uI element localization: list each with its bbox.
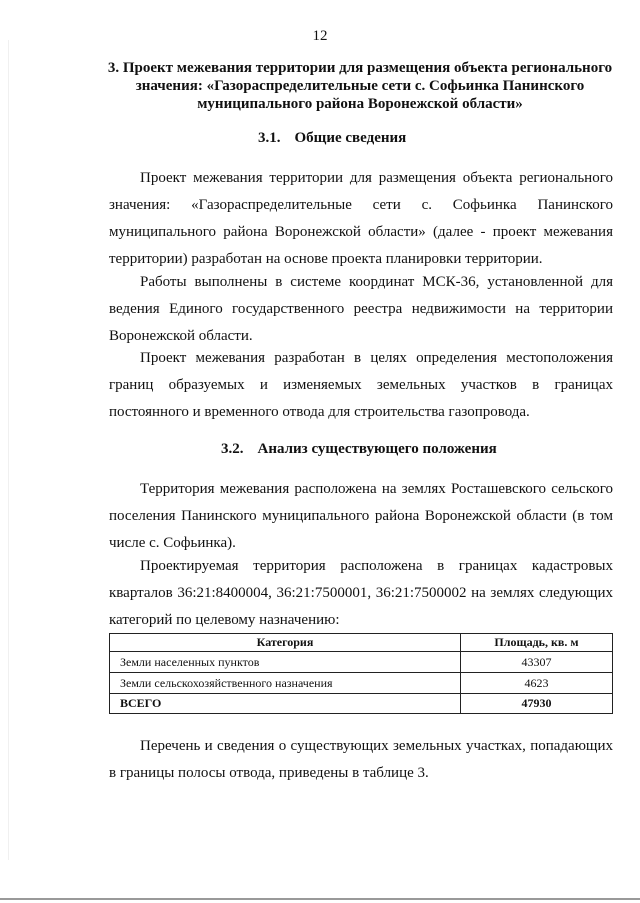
column-header-area: Площадь, кв. м bbox=[461, 634, 613, 652]
land-category-table bbox=[109, 633, 613, 714]
subsection-number: 3.2. bbox=[221, 441, 244, 457]
total-area: 47930 bbox=[461, 694, 613, 714]
subsection-heading-analysis bbox=[221, 441, 497, 458]
table-total-row bbox=[110, 694, 613, 714]
category-cell: Земли населенных пунктов bbox=[110, 652, 461, 673]
total-label: ВСЕГО bbox=[110, 694, 461, 714]
subsection-heading-general bbox=[258, 130, 406, 147]
area-cell: 43307 bbox=[461, 652, 613, 673]
page-number: 12 bbox=[312, 28, 328, 44]
column-header-category: Категория bbox=[110, 634, 461, 652]
table-header-row bbox=[110, 634, 613, 652]
paragraph: Перечень и сведения о существующих земельных участках, попадающих в границы полосы отвода, приведены в таблице 3. bbox=[109, 738, 613, 781]
paragraph: Проект межевания разработан в целях определения местоположения границ образуемых и изменяемых земельных участков в границах постоянного и временного отвода для строительства газопровода. bbox=[109, 350, 613, 420]
scan-edge bbox=[8, 40, 9, 860]
paragraph: Работы выполнены в системе координат МСК-36, установленной для ведения Единого государственного реестра недвижимости на территории Воронежской области. bbox=[109, 274, 613, 344]
table-row bbox=[110, 673, 613, 694]
table-row bbox=[110, 652, 613, 673]
section-title: 3. Проект межевания территории для размещения объекта регионального значения: «Газораспределительные сети с. Софьинка Панинского муниципального района Воронежской области» bbox=[107, 60, 613, 112]
area-cell: 4623 bbox=[461, 673, 613, 694]
category-cell: Земли сельскохозяйственного назначения bbox=[110, 673, 461, 694]
subsection-number: 3.1. bbox=[258, 130, 281, 146]
paragraph: Территория межевания расположена на землях Росташевского сельского поселения Панинского муниципального района Воронежской области (в том числе с. Софьинка). bbox=[109, 481, 613, 551]
bottom-border bbox=[0, 898, 640, 900]
paragraph: Проект межевания территории для размещения объекта регионального значения: «Газораспределительные сети с. Софьинка Панинского муниципального района Воронежской области» (далее - проект межевания территории) разработан на основе проекта планировки территории. bbox=[109, 170, 613, 267]
subsection-title: Общие сведения bbox=[294, 130, 407, 146]
paragraph: Проектируемая территория расположена в границах кадастровых кварталов 36:21:8400004, 36:21:7500001, 36:21:7500002 на землях следующих категорий по целевому назначению: bbox=[109, 558, 613, 628]
subsection-title: Анализ существующего положения bbox=[257, 441, 497, 457]
